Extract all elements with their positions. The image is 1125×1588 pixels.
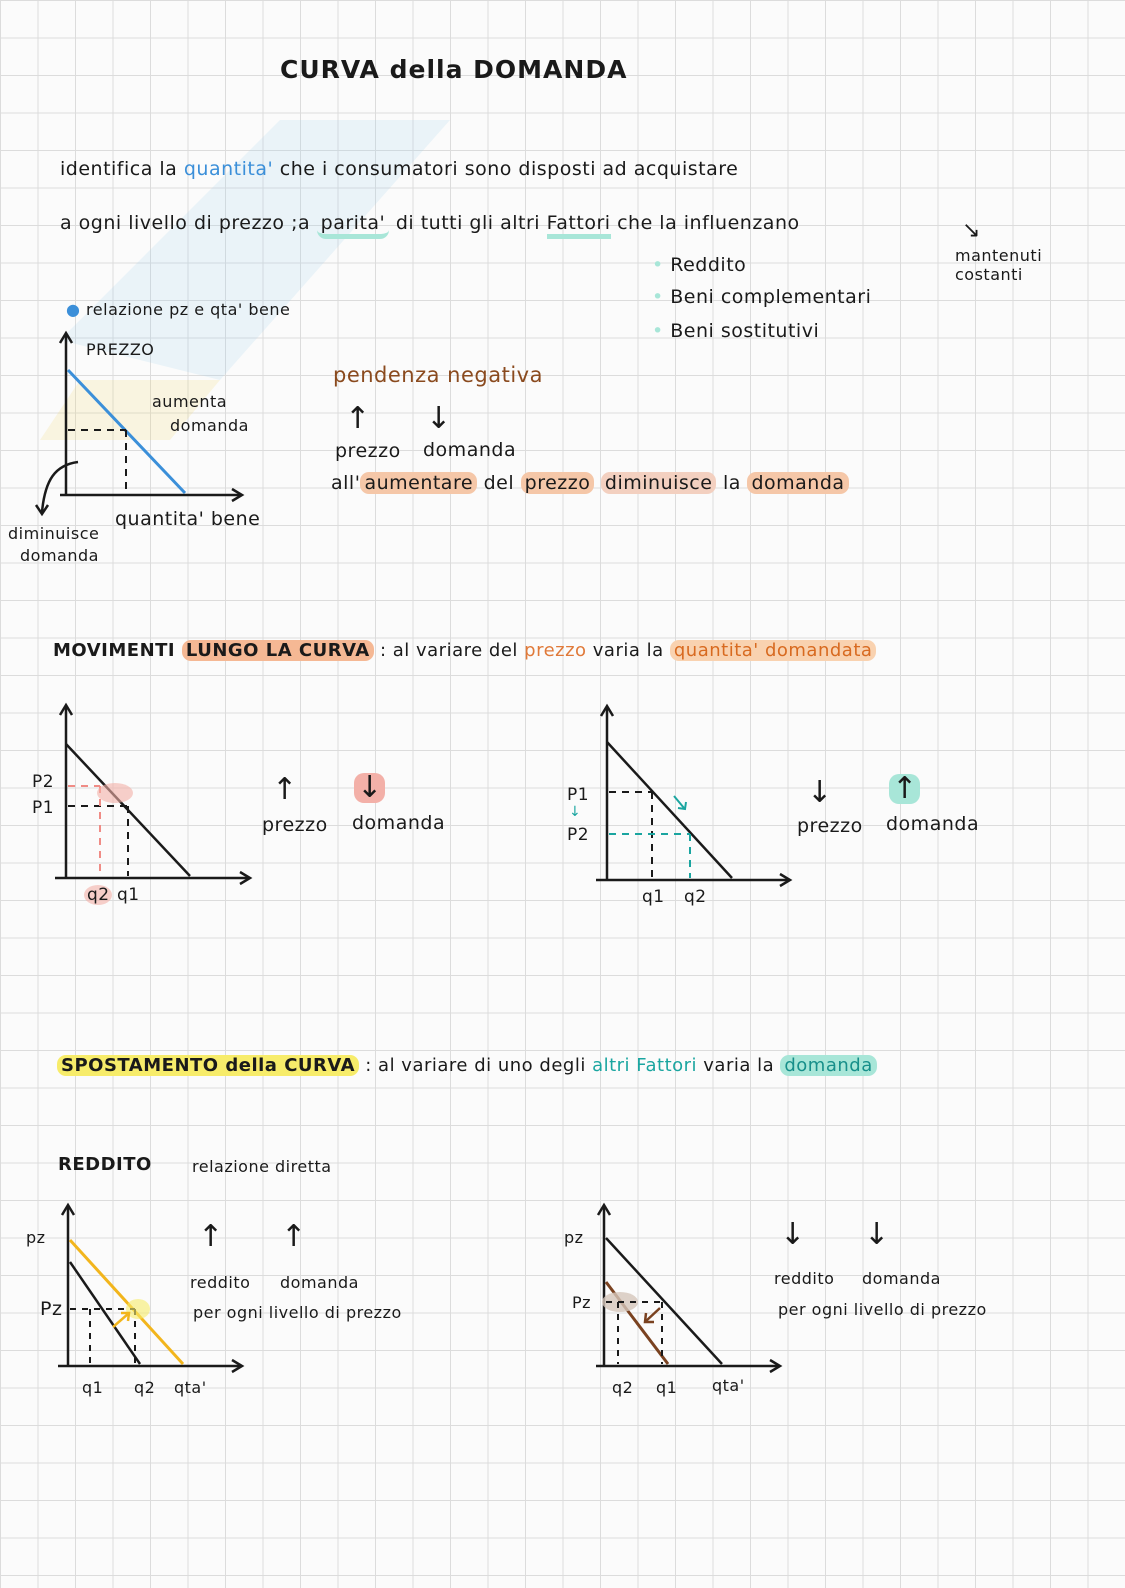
income-right-note: per ogni livello di prezzo [778, 1300, 987, 1319]
first-graph-down-note-1: diminuisce [8, 524, 100, 543]
income-right-arrow-a-icon: ↓ [780, 1217, 806, 1252]
left-label-demand: domanda [352, 812, 446, 834]
income-right-x-label: qta' [712, 1376, 745, 1395]
income-left-label-b: domanda [280, 1273, 359, 1292]
income-heading: REDDITO [58, 1154, 152, 1175]
right-small-arrow-icon: ↓ [569, 804, 582, 820]
intro-parity: parita' [317, 212, 390, 239]
income-right-label-b: domanda [862, 1269, 941, 1288]
income-left-arrow-a-icon: ↑ [198, 1219, 224, 1254]
first-graph-y-label: PREZZO [86, 340, 155, 359]
first-graph-caption: ● relazione pz e qta' bene [66, 300, 291, 319]
hl-diminuisce: diminuisce [601, 472, 717, 494]
intro-text-c: a ogni livello di prezzo ;a [60, 212, 317, 234]
income-left-q2: q2 [134, 1378, 156, 1397]
right-p2-label: P2 [567, 825, 590, 845]
left-demand-down-icon: ↓ [354, 773, 385, 803]
first-graph-x-label: quantita' bene [115, 508, 261, 530]
intro-text-e: che la influenzano [610, 212, 800, 234]
hl-spostamento: SPOSTAMENTO della CURVA [57, 1055, 359, 1076]
right-label-demand: domanda [886, 813, 980, 835]
right-q2-label: q2 [684, 887, 707, 907]
right-price-down-icon: ↓ [807, 775, 833, 810]
intro-text-d: di tutti gli altri [389, 212, 547, 234]
left-label-price: prezzo [262, 814, 328, 836]
right-demand-up-icon: ↑ [889, 774, 920, 804]
page-title: CURVA della DOMANDA [280, 55, 628, 84]
first-graph-up-note-2: domanda [170, 416, 249, 435]
income-right-q1: q1 [656, 1378, 678, 1397]
slope-heading: pendenza negativa [333, 363, 543, 387]
left-p2-label: P2 [32, 772, 55, 792]
side-note-2: costanti [955, 265, 1023, 284]
hl-aumentare: aumentare [360, 472, 477, 494]
left-q2-label: q2 [87, 885, 110, 905]
left-p1-label: P1 [32, 798, 55, 818]
income-right-y-label: pz [564, 1228, 584, 1247]
intro-text-a: identifica la [60, 158, 184, 180]
factor-item: • Beni sostitutivi [652, 320, 820, 342]
income-left-y-label: pz [26, 1228, 46, 1247]
slope-label-demand: domanda [423, 439, 517, 461]
slope-label-price: prezzo [335, 440, 401, 462]
intro-factors: Fattori [547, 212, 611, 239]
shift-other-factors: altri Fattori [592, 1055, 698, 1076]
left-price-up-icon: ↑ [272, 772, 298, 807]
income-right-p-label: Pz [572, 1293, 592, 1312]
intro-quantity: quantita' [183, 158, 274, 180]
income-left-arrow-b-icon: ↑ [281, 1219, 307, 1254]
hl-domanda: domanda [747, 472, 848, 494]
side-arrow-icon: ↘ [962, 218, 981, 243]
slope-sentence: all' aumentare del prezzo diminuisce la domanda [331, 472, 849, 494]
hl-lungo-la-curva: LUNGO LA CURVA [182, 640, 374, 661]
factor-item: • Beni complementari [652, 286, 872, 308]
first-graph-down-note-2: domanda [20, 546, 99, 565]
left-q1-label: q1 [117, 885, 140, 905]
hl-prezzo: prezzo [521, 472, 595, 494]
income-left-x-label: qta' [174, 1378, 207, 1397]
income-left-note: per ogni livello di prezzo [193, 1303, 402, 1322]
income-relation: relazione diretta [192, 1157, 332, 1176]
income-right-arrow-b-icon: ↓ [864, 1217, 890, 1252]
income-left-p-label: Pz [40, 1298, 63, 1320]
hl-quantita-domandata: quantita' domandata [670, 640, 877, 661]
side-note-1: mantenuti [955, 246, 1043, 265]
income-left-q1: q1 [82, 1378, 104, 1397]
income-left-label-a: reddito [190, 1273, 251, 1292]
factor-item: • Reddito [652, 254, 747, 276]
right-q1-label: q1 [642, 887, 665, 907]
movements-price-word: prezzo [524, 640, 587, 661]
first-graph-up-note-1: aumenta [152, 392, 228, 411]
income-right-label-a: reddito [774, 1269, 835, 1288]
hl-shift-domanda: domanda [780, 1055, 876, 1076]
slope-arrow-up-icon: ↑ [345, 401, 371, 436]
right-p1-label: P1 [567, 785, 590, 805]
intro-text-b: che i consumatori sono disposti ad acquistare [273, 158, 739, 180]
income-right-q2: q2 [612, 1378, 634, 1397]
movements-heading: MOVIMENTI LUNGO LA CURVA : al variare del prezzo varia la quantita' domandata [53, 640, 876, 661]
right-label-price: prezzo [797, 815, 863, 837]
shift-heading: SPOSTAMENTO della CURVA : al variare di uno degli altri Fattori varia la domanda [57, 1055, 877, 1076]
slope-arrow-down-icon: ↓ [426, 401, 452, 436]
